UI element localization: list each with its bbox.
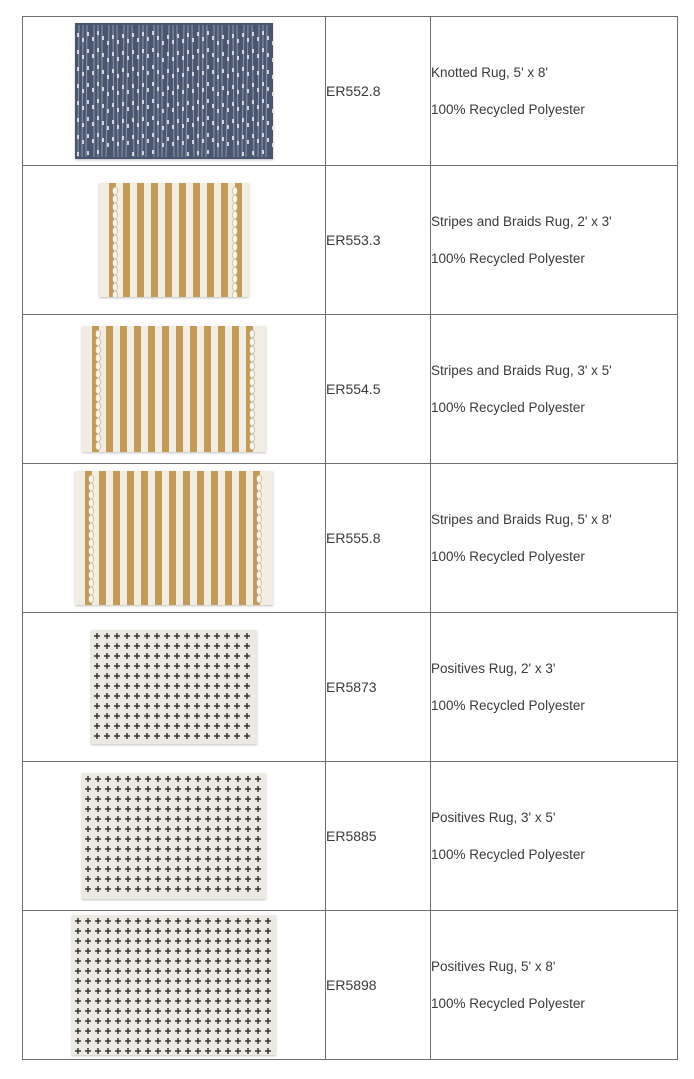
- table-row: [23, 464, 678, 613]
- product-description: [431, 762, 678, 911]
- stripes-rug-image: [99, 183, 249, 297]
- table-row: [23, 613, 678, 762]
- knotted-rug-image: [75, 23, 273, 159]
- product-sku: ER554.5: [326, 315, 431, 464]
- table-row: [23, 166, 678, 315]
- product-name: Knotted Rug, 5' x 8': [431, 65, 548, 80]
- table-row: [23, 17, 678, 166]
- positives-rug-image: [82, 773, 266, 899]
- product-image-cell: [23, 166, 326, 315]
- product-sku: ER555.8: [326, 464, 431, 613]
- table-row: [23, 911, 678, 1060]
- product-material: 100% Recycled Polyester: [431, 102, 585, 117]
- product-sku: ER553.3: [326, 166, 431, 315]
- product-sku: ER5873: [326, 613, 431, 762]
- product-name: Stripes and Braids Rug, 3' x 5': [431, 363, 612, 378]
- product-image-cell: [23, 911, 326, 1060]
- product-description: [431, 17, 678, 166]
- product-description: [431, 613, 678, 762]
- positives-rug-image: [91, 630, 257, 744]
- product-material: 100% Recycled Polyester: [431, 251, 585, 266]
- product-description: [431, 315, 678, 464]
- product-name: Positives Rug, 2' x 3': [431, 661, 556, 676]
- product-name: Stripes and Braids Rug, 5' x 8': [431, 512, 612, 527]
- table-row: [23, 315, 678, 464]
- product-material: 100% Recycled Polyester: [431, 400, 585, 415]
- product-material: 100% Recycled Polyester: [431, 996, 585, 1011]
- product-material: 100% Recycled Polyester: [431, 847, 585, 862]
- product-material: 100% Recycled Polyester: [431, 549, 585, 564]
- product-description: [431, 166, 678, 315]
- product-image-cell: [23, 315, 326, 464]
- product-material: 100% Recycled Polyester: [431, 698, 585, 713]
- product-description: [431, 464, 678, 613]
- table-row: [23, 762, 678, 911]
- stripes-rug-image: [82, 326, 266, 452]
- product-image-cell: [23, 613, 326, 762]
- product-sku: ER5885: [326, 762, 431, 911]
- product-table: [22, 16, 678, 1060]
- product-image-cell: [23, 17, 326, 166]
- product-description: [431, 911, 678, 1060]
- product-image-cell: [23, 762, 326, 911]
- product-name: Positives Rug, 5' x 8': [431, 959, 556, 974]
- product-name: Stripes and Braids Rug, 2' x 3': [431, 214, 612, 229]
- product-image-cell: [23, 464, 326, 613]
- positives-rug-image: [72, 915, 276, 1055]
- stripes-rug-image: [75, 471, 273, 605]
- product-sku: ER552.8: [326, 17, 431, 166]
- product-sku: ER5898: [326, 911, 431, 1060]
- product-name: Positives Rug, 3' x 5': [431, 810, 556, 825]
